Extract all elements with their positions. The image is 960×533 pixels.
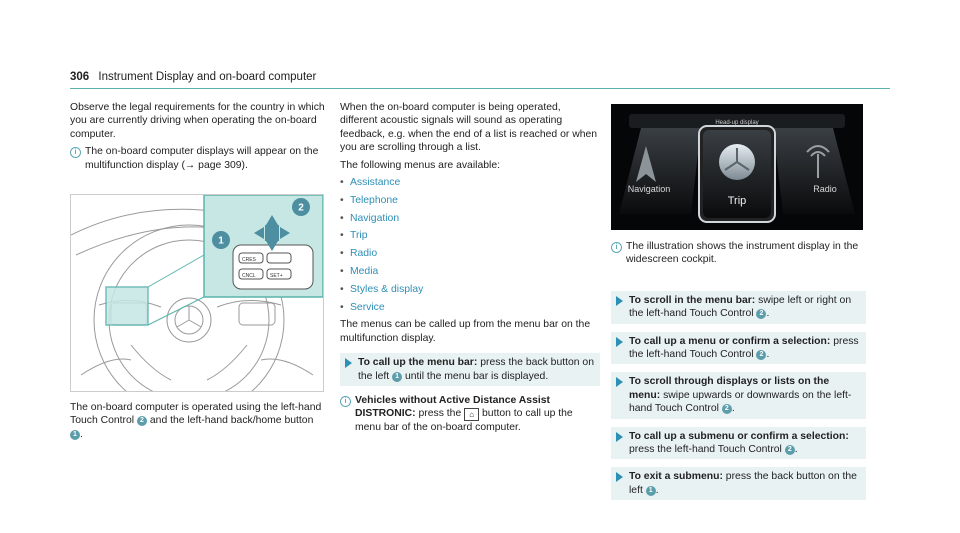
step-arrow-icon [616,296,623,306]
page-header [70,71,316,84]
step-title: To call up a menu or confirm a selection: [629,335,831,347]
note-text-a: press the [415,408,465,420]
step-text-b: . [655,484,659,496]
instrument-display-illustration [611,104,863,230]
menu-link-media[interactable]: • Media [340,265,600,278]
step-title: To scroll in the menu bar: [629,294,756,306]
callout-1-icon: 1 [70,430,80,440]
home-icon: ⌂ [464,408,479,421]
callout-icon: 2 [722,404,732,414]
step-call-menu [611,332,866,365]
menu-link-assistance[interactable]: • Assistance [340,176,600,189]
note-title: Vehicles without Active Distance Assist DISTRONIC: [355,395,550,420]
page-number: 306 [70,71,90,83]
caption-text-a: The on-board computer is operated using the left-hand Touch Control [70,402,322,427]
figure-callout-2: 2 [298,202,304,214]
widescreen-note-text: The illustration shows the instrument display in the widescreen cockpit. [626,241,859,266]
figure-btn-cncl: CNCL [242,273,256,279]
steering-wheel-figure [70,194,324,392]
menu-link-styles-display[interactable]: • Styles & display [340,283,600,296]
info-note [70,145,325,172]
step-text-a: press the back button on the left [629,471,857,496]
figure-btn-cres: CRES [242,257,256,263]
page-header-title: Instrument Display and on-board computer [98,71,317,83]
step-scroll-menu-bar [611,291,866,324]
step-call-submenu [611,427,866,460]
step-text-b: . [794,444,798,456]
step-text-a: press the left-hand Touch Control [629,444,785,456]
distronic-note [340,394,600,435]
step-text-a: swipe left or right on the left-hand Touch Control [629,294,852,320]
screen-menu-trip: Trip [727,195,747,207]
info-note-text: The on-board computer displays will appear on the multifunction display (→ page 309). [85,146,319,171]
instrument-display-image [611,104,863,230]
step-exit-submenu [611,467,866,500]
caption-text-c: . [80,428,83,440]
menu-link-telephone[interactable]: • Telephone [340,194,600,207]
header-rule [70,88,890,89]
info-icon: i [340,396,351,407]
callout-icon: 2 [756,350,766,360]
figure-btn-set: SET+ [270,273,283,279]
step-text-a: press the back button on the left [358,357,594,382]
caption-text-b: and the left-hand back/home button [147,415,314,427]
step-arrow-icon [616,337,623,347]
step-scroll-displays [611,372,866,418]
column-3 [611,240,866,508]
screen-topbar: Head-up display [715,120,759,126]
figure-callout-1: 1 [218,235,224,247]
step-title: To call up a submenu or confirm a selection: [629,430,849,442]
note-text-b: button to call up the menu bar of the on-board computer. [355,408,573,434]
info-icon: i [611,242,622,253]
step-title: To call up the menu bar: [358,357,478,369]
menubar-paragraph: The menus can be called up from the menu bar on the multifunction display. [340,319,591,344]
intro-paragraph: Observe the legal requirements for the country in which you are currently driving when operating the on-board computer. [70,102,325,140]
info-icon: i [70,147,81,158]
step-arrow-icon [616,432,623,442]
step-title: To exit a submenu: [629,471,723,483]
callout-2-icon: 2 [137,416,147,426]
menu-link-navigation[interactable]: • Navigation [340,212,600,225]
step-text-b: . [766,349,770,361]
step-text-a: press the left-hand Touch Control [629,335,859,361]
screen-menu-radio: Radio [813,184,837,194]
step-text-b: until the menu bar is displayed. [402,370,549,382]
callout-icon: 2 [756,309,766,319]
acoustic-paragraph: When the on-board computer is being operated, different acoustic signals will sound as operating feedback, e.g. when the end of a list is reached or when you are scrolling through a list. [340,102,598,154]
callout-icon: 2 [785,445,795,455]
step-text-a: swipe upwards or downwards on the left-hand Touch Control [629,389,852,415]
step-title: To scroll through displays or lists on the menu: [629,376,830,401]
menu-link-trip[interactable]: • Trip [340,229,600,242]
figure-caption [70,401,325,445]
step-arrow-icon [616,472,623,482]
screen-menu-navigation: Navigation [627,184,671,194]
step-arrow-icon [616,377,623,387]
callout-1-icon: 1 [392,372,402,382]
step-arrow-icon [345,358,352,368]
column-2 [340,101,600,439]
column-1 [70,101,325,176]
step-call-menu-bar [340,353,600,386]
steering-wheel-illustration [71,195,323,391]
menu-link-radio[interactable]: • Radio [340,247,600,260]
menu-list [340,176,600,314]
callout-icon: 1 [646,486,656,496]
step-text-b: . [766,308,770,320]
menu-link-service[interactable]: • Service [340,301,600,314]
widescreen-note [611,240,866,267]
step-text-b: . [731,403,735,415]
menus-intro: The following menus are available: [340,159,500,171]
